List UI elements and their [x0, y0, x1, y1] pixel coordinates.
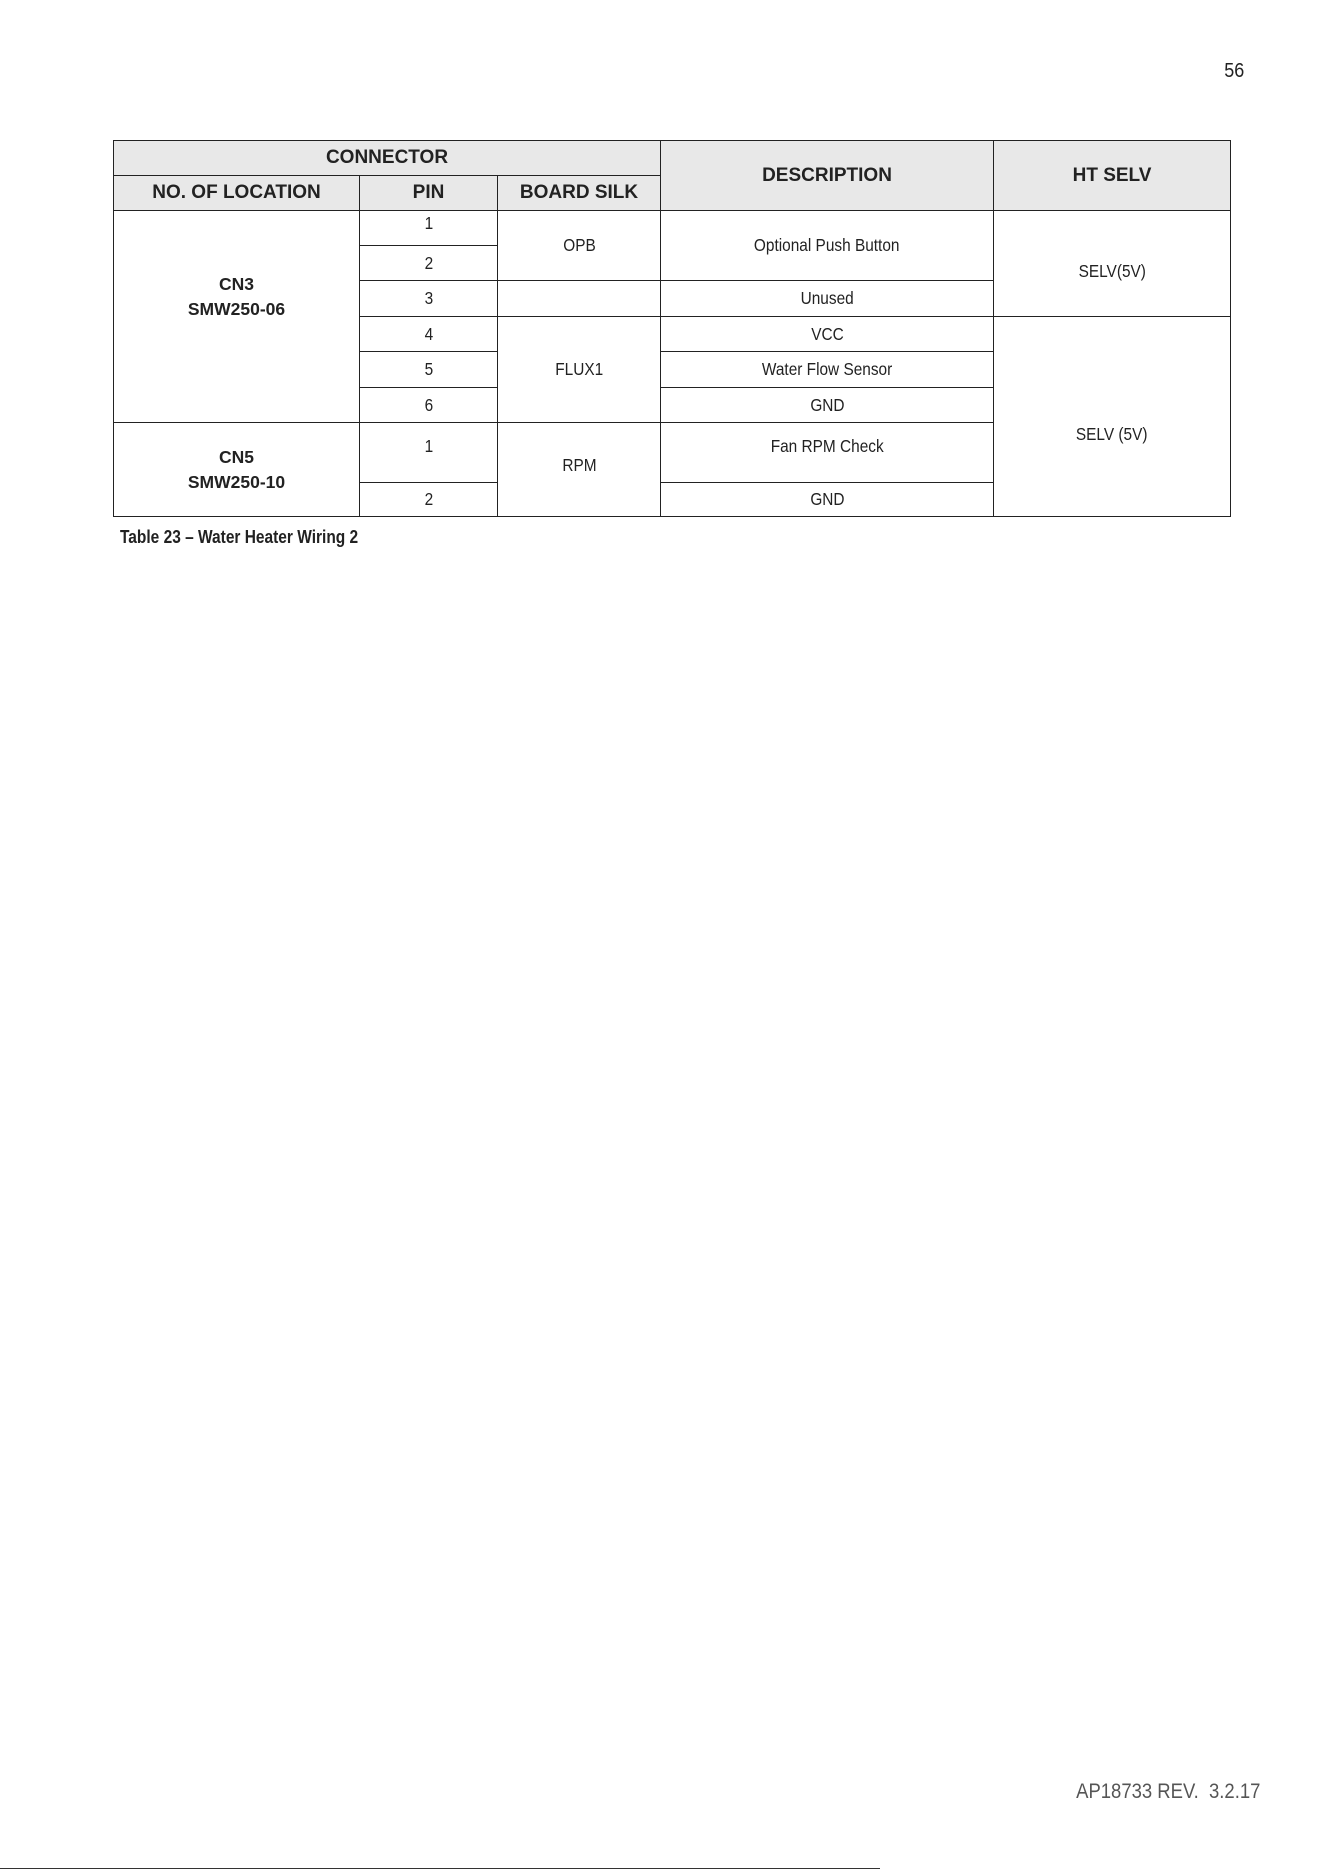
description-cell: GND [661, 388, 994, 423]
board-silk-cell: OPB [498, 211, 661, 281]
pin-cell: 3 [360, 281, 498, 317]
location-cn5 [114, 423, 360, 517]
document-revision: AP18733 REV. 3.2.17 [1075, 1780, 1260, 1803]
header-board-silk: BOARD SILK [498, 176, 661, 211]
header-connector: CONNECTOR [114, 141, 661, 176]
description-cell: Optional Push Button [661, 211, 994, 281]
description-cell: Water Flow Sensor [661, 352, 994, 388]
description-cell: GND [661, 483, 994, 517]
ht-selv-cell: SELV (5V) [994, 317, 1231, 517]
page-number: 56 [1223, 60, 1244, 82]
location-part: SMW250-10 [187, 471, 286, 492]
location-part: SMW250-06 [187, 298, 286, 319]
wiring-table [113, 140, 1231, 517]
header-ht-selv: HT SELV [994, 141, 1231, 211]
description-cell: Fan RPM Check [661, 423, 994, 483]
description-cell: VCC [661, 317, 994, 352]
pin-cell: 1 [360, 211, 498, 246]
pin-cell: 2 [360, 246, 498, 281]
pin-cell: 6 [360, 388, 498, 423]
board-silk-cell: FLUX1 [498, 317, 661, 423]
table-caption: Table 23 – Water Heater Wiring 2 [120, 527, 359, 547]
pin-cell: 2 [360, 483, 498, 517]
pin-cell: 5 [360, 352, 498, 388]
description-cell: Unused [661, 281, 994, 317]
header-description: DESCRIPTION [661, 141, 994, 211]
pin-cell: 1 [360, 423, 498, 483]
board-silk-cell [498, 281, 661, 317]
header-location: NO. OF LOCATION [114, 176, 360, 211]
table-row [114, 211, 1231, 246]
footer-divider [0, 1868, 880, 1869]
location-name: CN5 [218, 446, 254, 467]
location-name: CN3 [218, 273, 254, 294]
board-silk-cell: RPM [498, 423, 661, 517]
pin-cell: 4 [360, 317, 498, 352]
location-cn3 [114, 211, 360, 423]
ht-selv-cell: SELV(5V) [994, 211, 1231, 317]
header-pin: PIN [360, 176, 498, 211]
